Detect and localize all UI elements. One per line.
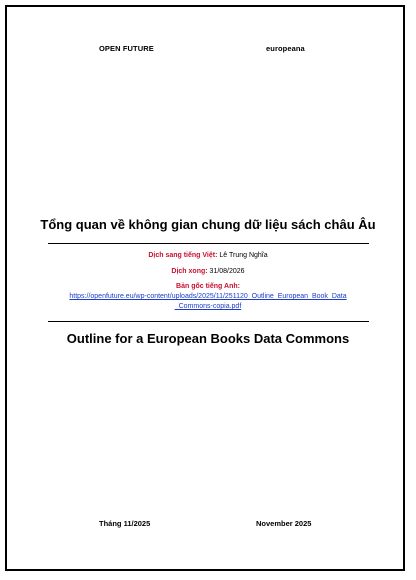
english-title: Outline for a European Books Data Commons: [66, 331, 350, 346]
source-link[interactable]: https://openfuture.eu/wp-content/uploads/2025/11/251120_Outline_European_Book_Data: [69, 293, 347, 300]
header-open-future: OPEN FUTURE: [99, 44, 154, 53]
title-rule-bottom: [48, 321, 369, 322]
translator-label: Dịch sang tiếng Việt:: [148, 252, 218, 259]
completed-date: 31/08/2026: [209, 268, 245, 275]
source-line: [0, 282, 416, 291]
header-europeana: europeana: [266, 44, 305, 53]
vietnamese-title: Tổng quan về không gian chung dữ liệu sách châu Âu: [40, 217, 376, 232]
footer-date-english: November 2025: [256, 519, 312, 528]
completed-line: [0, 267, 416, 276]
source-label: Bản gốc tiếng Anh:: [176, 283, 240, 290]
source-link-continued[interactable]: _Commons-copia.pdf: [174, 303, 242, 310]
completed-label: Dịch xong:: [171, 268, 208, 275]
title-rule-top: [48, 243, 369, 244]
translator-line: [0, 251, 416, 260]
footer-date-vietnamese: Tháng 11/2025: [99, 519, 151, 528]
translator-name: Lê Trung Nghĩa: [219, 252, 268, 259]
